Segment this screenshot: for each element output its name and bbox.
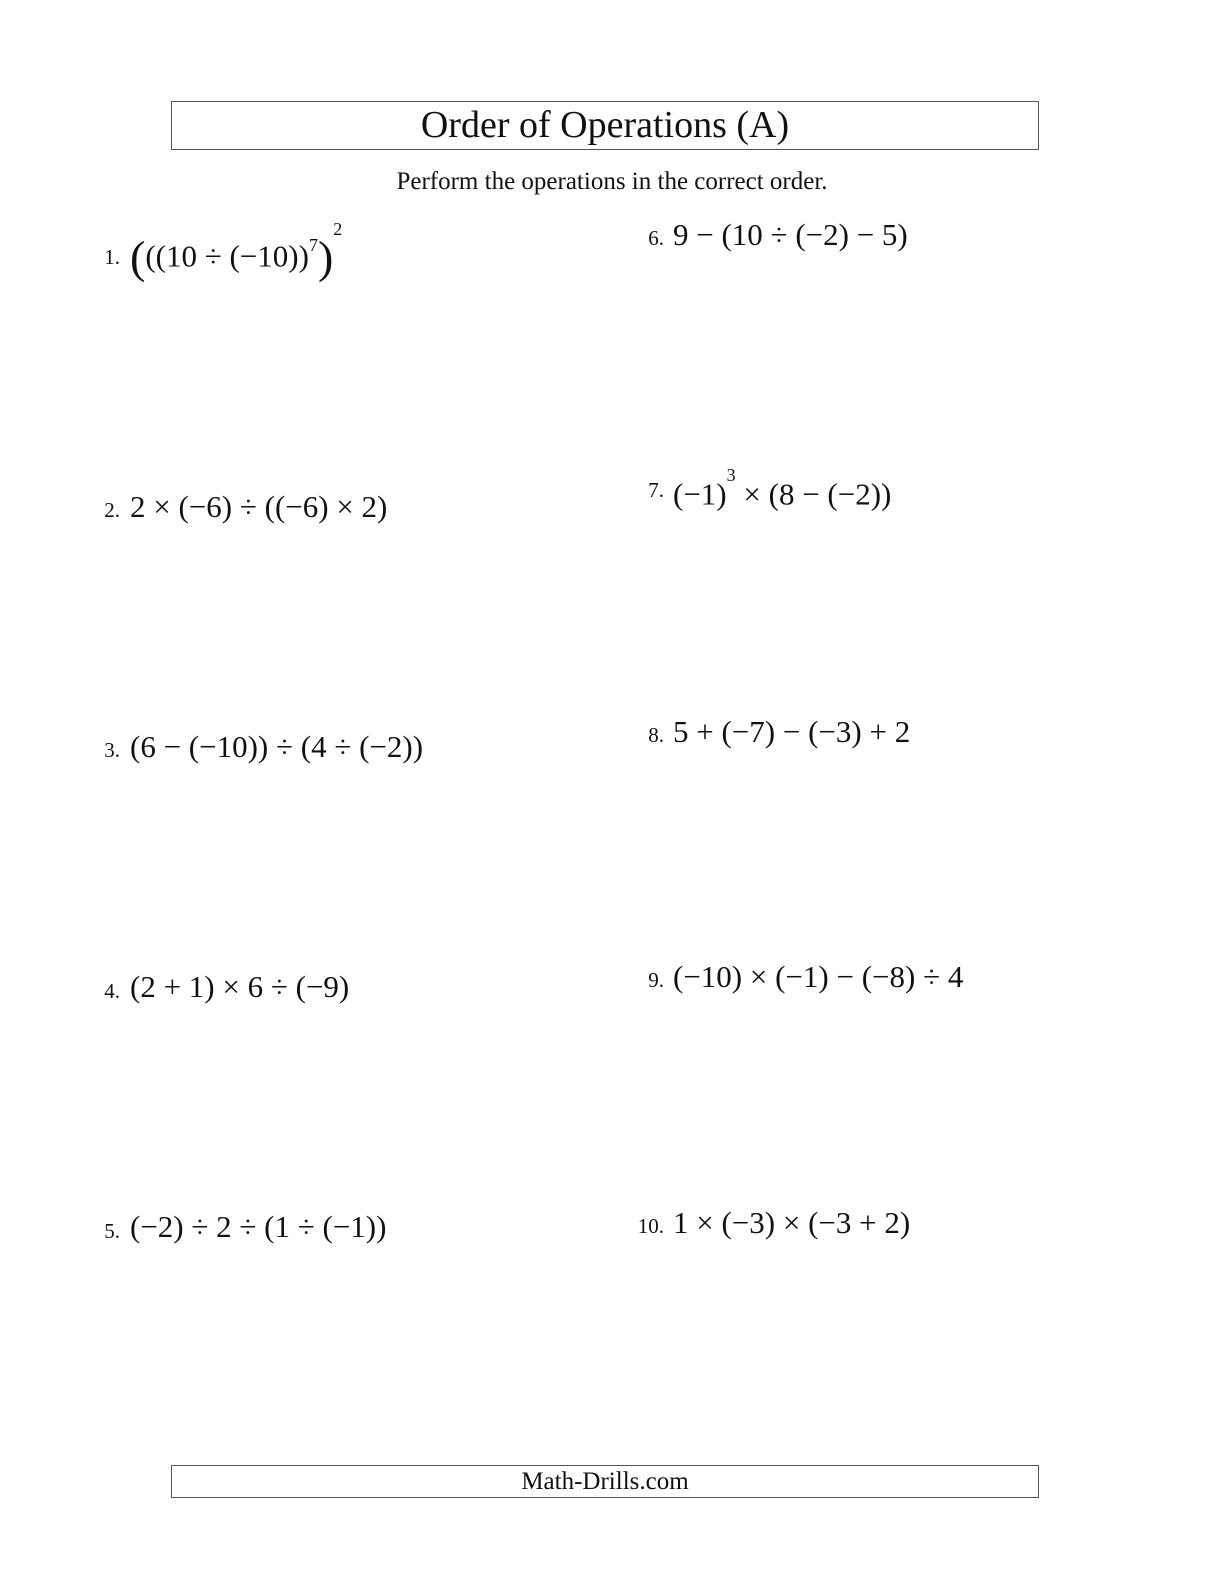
problem-1-inner: ((10 ÷ (−10)) <box>145 238 309 274</box>
problem-6-number: 6. <box>648 226 664 250</box>
problem-8-expression: 5 + (−7) − (−3) + 2 <box>673 714 911 749</box>
worksheet-title: Order of Operations (A) <box>171 101 1039 150</box>
problem-7-base: (−1) <box>673 476 727 512</box>
problem-4-expression: (2 + 1) × 6 ÷ (−9) <box>130 969 350 1004</box>
instructions: Perform the operations in the correct order. <box>396 168 828 195</box>
problem-1-inner-exponent: 7 <box>308 235 318 255</box>
problem-9-number: 9. <box>648 968 664 992</box>
problem-1-expression: ($((10 \div (-10))^7)^2$ <box>130 219 343 283</box>
problem-5-number: 5. <box>104 1219 120 1243</box>
problem-10-expression: 1 × (−3) × (−3 + 2) <box>673 1205 911 1240</box>
problem-10-number: 10. <box>637 1214 664 1238</box>
problem-2-expression: 2 × (−6) ÷ ((−6) × 2) <box>130 489 388 524</box>
problem-5-expression: (−2) ÷ 2 ÷ (1 ÷ (−1)) <box>130 1209 387 1244</box>
problem-8-number: 8. <box>648 723 664 747</box>
problem-2-number: 2. <box>104 498 120 522</box>
problem-6-expression: 9 − (10 ÷ (−2) − 5) <box>673 217 908 252</box>
problem-1-outer-exponent: 2 <box>333 219 343 239</box>
problem-1-number: 1. <box>104 245 120 269</box>
footer-source: Math-Drills.com <box>171 1465 1039 1498</box>
problem-7-rest: × (8 − (−2)) <box>735 476 892 512</box>
problem-7-expression <box>673 465 892 512</box>
problem-7-number: 7. <box>648 478 664 502</box>
problem-9-expression: (−10) × (−1) − (−8) ÷ 4 <box>673 959 964 994</box>
problem-7-exponent: 3 <box>726 465 736 485</box>
problem-3-number: 3. <box>104 738 120 762</box>
problem-3-expression: (6 − (−10)) ÷ (4 ÷ (−2)) <box>130 729 424 764</box>
problem-4-number: 4. <box>104 979 120 1003</box>
